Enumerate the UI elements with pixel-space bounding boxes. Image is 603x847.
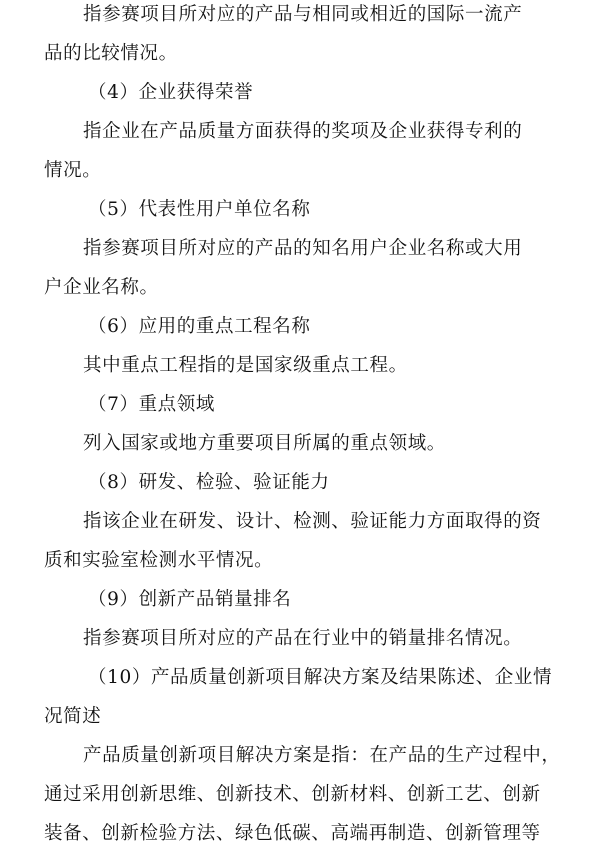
section-heading-7: （7）重点领域 bbox=[88, 394, 215, 415]
paragraph-line: 情况。 bbox=[44, 160, 102, 181]
paragraph-line: 列入国家或地方重要项目所属的重点领域。 bbox=[83, 433, 446, 454]
paragraph-line: 其中重点工程指的是国家级重点工程。 bbox=[83, 355, 408, 376]
paragraph-line: 通过采用创新思维、创新技术、创新材料、创新工艺、创新 bbox=[44, 784, 541, 805]
paragraph-line: 指企业在产品质量方面获得的奖项及企业获得专利的 bbox=[83, 121, 523, 142]
paragraph-line: 装备、创新检验方法、绿色低碳、高端再制造、创新管理等 bbox=[44, 823, 541, 844]
paragraph-line: 况简述 bbox=[44, 706, 102, 727]
paragraph-line: 质和实验室检测水平情况。 bbox=[44, 550, 274, 571]
section-heading-6: （6）应用的重点工程名称 bbox=[88, 316, 311, 337]
section-heading-4: （4）企业获得荣誉 bbox=[88, 82, 254, 103]
paragraph-line: 指参赛项目所对应的产品的知名用户企业名称或大用 bbox=[83, 238, 523, 259]
section-heading-5: （5）代表性用户单位名称 bbox=[88, 199, 311, 220]
paragraph-line: 指该企业在研发、设计、检测、验证能力方面取得的资 bbox=[83, 511, 542, 532]
section-heading-10: （10）产品质量创新项目解决方案及结果陈述、企业情 bbox=[88, 667, 553, 688]
paragraph-line: 指参赛项目所对应的产品与相同或相近的国际一流产 bbox=[83, 4, 523, 25]
paragraph-line: 户企业名称。 bbox=[44, 277, 159, 298]
paragraph-line: 指参赛项目所对应的产品在行业中的销量排名情况。 bbox=[83, 628, 523, 649]
paragraph-line: 产品质量创新项目解决方案是指：在产品的生产过程中， bbox=[83, 745, 561, 766]
section-heading-9: （9）创新产品销量排名 bbox=[88, 589, 292, 610]
paragraph-line: 品的比较情况。 bbox=[44, 43, 178, 64]
section-heading-8: （8）研发、检验、验证能力 bbox=[88, 472, 330, 493]
